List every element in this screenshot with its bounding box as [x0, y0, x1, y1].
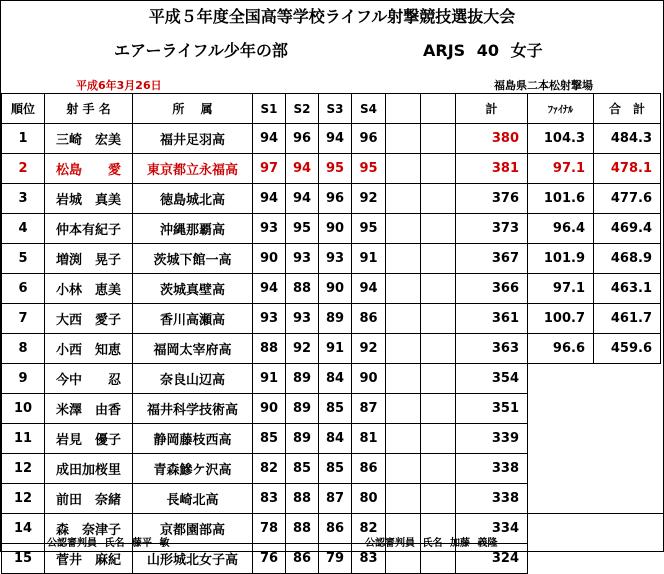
cell-final [528, 364, 594, 394]
cell-total: 338 [456, 454, 528, 484]
cell-name: 小林 恵美 [45, 274, 133, 304]
cell-s2: 94 [286, 154, 319, 184]
cell-empty-2 [421, 394, 456, 424]
cell-total: 334 [456, 514, 528, 544]
cell-name: 米澤 由香 [45, 394, 133, 424]
cell-s1: 90 [253, 394, 286, 424]
cell-final: 97.1 [528, 274, 594, 304]
cell-name: 増渕 晃子 [45, 244, 133, 274]
cell-s1: 88 [253, 334, 286, 364]
header-total: 計 [456, 94, 528, 124]
cell-s2: 88 [286, 274, 319, 304]
cell-school: 徳島城北高 [133, 184, 253, 214]
table-row [2, 304, 661, 334]
cell-s4: 96 [352, 124, 386, 154]
cell-empty-2 [421, 214, 456, 244]
cell-final [528, 514, 594, 544]
cell-s3: 91 [319, 334, 352, 364]
cell-grand-total [594, 364, 661, 394]
cell-rank: 6 [2, 274, 45, 304]
event-label: ARJS 40 女子 [423, 41, 543, 60]
cell-s4: 86 [352, 454, 386, 484]
cell-s4: 92 [352, 184, 386, 214]
cell-empty-2 [421, 454, 456, 484]
cell-name: 森 奈津子 [45, 514, 133, 544]
header-row [2, 94, 661, 124]
cell-grand-total: 484.3 [594, 124, 661, 154]
cell-final: 97.1 [528, 154, 594, 184]
cell-name: 三崎 宏美 [45, 124, 133, 154]
cell-total: 381 [456, 154, 528, 184]
cell-empty-2 [421, 424, 456, 454]
cell-s3: 85 [319, 454, 352, 484]
cell-school: 茨城真壁高 [133, 274, 253, 304]
cell-empty-1 [386, 124, 421, 154]
header-s3: S3 [319, 94, 352, 124]
footer-divider [0, 513, 664, 514]
cell-total: 339 [456, 424, 528, 454]
cell-name: 岩城 真美 [45, 184, 133, 214]
results-body [2, 124, 661, 574]
cell-grand-total: 461.7 [594, 304, 661, 334]
cell-s1: 93 [253, 304, 286, 334]
cell-name: 松島 愛 [45, 154, 133, 184]
event-date: 平成6年3月26日 [76, 79, 162, 92]
cell-grand-total [594, 544, 661, 574]
cell-s3: 86 [319, 514, 352, 544]
cell-rank: 15 [2, 544, 45, 574]
cell-final [528, 454, 594, 484]
cell-rank: 10 [2, 394, 45, 424]
cell-s4: 94 [352, 274, 386, 304]
cell-total: 366 [456, 274, 528, 304]
cell-s3: 87 [319, 484, 352, 514]
cell-name: 大西 愛子 [45, 304, 133, 334]
cell-school: 福井足羽高 [133, 124, 253, 154]
cell-total: 354 [456, 364, 528, 394]
cell-total: 367 [456, 244, 528, 274]
event-venue: 福島県二本松射撃場 [494, 79, 593, 92]
cell-s3: 79 [319, 544, 352, 574]
header-empty-1 [386, 94, 421, 124]
cell-grand-total [594, 514, 661, 544]
cell-empty-1 [386, 214, 421, 244]
cell-final [528, 424, 594, 454]
cell-s3: 90 [319, 214, 352, 244]
cell-s3: 84 [319, 364, 352, 394]
cell-grand-total [594, 394, 661, 424]
header-name: 射 手 名 [45, 94, 133, 124]
cell-s1: 91 [253, 364, 286, 394]
cell-s2: 94 [286, 184, 319, 214]
cell-empty-2 [421, 304, 456, 334]
cell-s4: 91 [352, 244, 386, 274]
document-title: 平成５年度全国高等学校ライフル射撃競技選抜大会 [148, 7, 516, 26]
cell-s2: 85 [286, 454, 319, 484]
table-row [2, 274, 661, 304]
cell-final: 96.4 [528, 214, 594, 244]
cell-empty-2 [421, 484, 456, 514]
cell-s4: 80 [352, 484, 386, 514]
cell-rank: 3 [2, 184, 45, 214]
table-row [2, 454, 661, 484]
cell-s1: 94 [253, 124, 286, 154]
cell-name: 小西 知恵 [45, 334, 133, 364]
results-table [1, 93, 661, 574]
cell-s2: 95 [286, 214, 319, 244]
cell-s3: 84 [319, 424, 352, 454]
cell-empty-2 [421, 154, 456, 184]
cell-rank: 12 [2, 454, 45, 484]
table-row [2, 484, 661, 514]
table-row [2, 184, 661, 214]
cell-rank: 11 [2, 424, 45, 454]
cell-s2: 86 [286, 544, 319, 574]
division-title: エアーライフル少年の部 [114, 41, 288, 60]
cell-s4: 82 [352, 514, 386, 544]
cell-school: 静岡藤枝西高 [133, 424, 253, 454]
cell-total: 351 [456, 394, 528, 424]
table-row [2, 124, 661, 154]
table-row [2, 364, 661, 394]
cell-s4: 83 [352, 544, 386, 574]
cell-school: 青森鰺ケ沢高 [133, 454, 253, 484]
cell-name: 仲本有紀子 [45, 214, 133, 244]
cell-s3: 94 [319, 124, 352, 154]
cell-s2: 88 [286, 514, 319, 544]
cell-s1: 85 [253, 424, 286, 454]
cell-name: 菅井 麻紀 [45, 544, 133, 574]
cell-s3: 95 [319, 154, 352, 184]
cell-final: 100.7 [528, 304, 594, 334]
cell-rank: 4 [2, 214, 45, 244]
cell-s1: 83 [253, 484, 286, 514]
cell-final: 104.3 [528, 124, 594, 154]
cell-school: 福井科学技術高 [133, 394, 253, 424]
cell-rank: 14 [2, 514, 45, 544]
cell-s4: 95 [352, 154, 386, 184]
cell-s4: 92 [352, 334, 386, 364]
cell-school: 福岡太宰府高 [133, 334, 253, 364]
cell-empty-2 [421, 334, 456, 364]
cell-s1: 93 [253, 214, 286, 244]
cell-total: 380 [456, 124, 528, 154]
cell-grand-total [594, 454, 661, 484]
header-s4: S4 [352, 94, 386, 124]
cell-school: 香川高瀬高 [133, 304, 253, 334]
cell-final [528, 394, 594, 424]
cell-empty-1 [386, 454, 421, 484]
cell-s2: 93 [286, 244, 319, 274]
cell-grand-total [594, 424, 661, 454]
cell-total: 376 [456, 184, 528, 214]
cell-empty-1 [386, 184, 421, 214]
cell-total: 363 [456, 334, 528, 364]
cell-rank: 8 [2, 334, 45, 364]
cell-empty-1 [386, 484, 421, 514]
cell-grand-total: 478.1 [594, 154, 661, 184]
cell-s4: 95 [352, 214, 386, 244]
cell-s1: 97 [253, 154, 286, 184]
cell-s2: 96 [286, 124, 319, 154]
cell-s2: 92 [286, 334, 319, 364]
cell-name: 前田 奈緒 [45, 484, 133, 514]
judge-signature-right: 公認審判員 氏名 加藤 義隆 [365, 538, 498, 549]
cell-empty-2 [421, 274, 456, 304]
cell-final: 101.9 [528, 244, 594, 274]
header-school: 所 属 [133, 94, 253, 124]
cell-rank: 12 [2, 484, 45, 514]
cell-school: 山形城北女子高 [133, 544, 253, 574]
cell-school: 長崎北高 [133, 484, 253, 514]
cell-empty-1 [386, 394, 421, 424]
cell-grand-total: 468.9 [594, 244, 661, 274]
cell-s1: 76 [253, 544, 286, 574]
table-row [2, 244, 661, 274]
cell-final: 96.6 [528, 334, 594, 364]
cell-empty-2 [421, 184, 456, 214]
cell-final [528, 544, 594, 574]
table-row [2, 334, 661, 364]
cell-school: 茨城下館一高 [133, 244, 253, 274]
cell-empty-2 [421, 124, 456, 154]
cell-empty-1 [386, 274, 421, 304]
cell-s2: 88 [286, 484, 319, 514]
cell-empty-1 [386, 424, 421, 454]
table-row [2, 394, 661, 424]
header-s1: S1 [253, 94, 286, 124]
cell-s2: 89 [286, 424, 319, 454]
cell-s4: 90 [352, 364, 386, 394]
cell-s4: 86 [352, 304, 386, 334]
cell-empty-1 [386, 334, 421, 364]
cell-school: 奈良山辺高 [133, 364, 253, 394]
cell-empty-1 [386, 364, 421, 394]
cell-s4: 87 [352, 394, 386, 424]
cell-school: 京都園部高 [133, 514, 253, 544]
cell-empty-1 [386, 244, 421, 274]
cell-rank: 9 [2, 364, 45, 394]
cell-school: 沖縄那覇高 [133, 214, 253, 244]
cell-grand-total [594, 484, 661, 514]
cell-grand-total: 469.4 [594, 214, 661, 244]
cell-s1: 78 [253, 514, 286, 544]
cell-s4: 81 [352, 424, 386, 454]
cell-empty-1 [386, 154, 421, 184]
cell-empty-2 [421, 364, 456, 394]
header-grand-total: 合 計 [594, 94, 661, 124]
judge-signature-left: 公認審判員 氏名 藤平 敏 [47, 538, 170, 549]
header-rank: 順位 [2, 94, 45, 124]
table-row [2, 424, 661, 454]
cell-grand-total: 477.6 [594, 184, 661, 214]
table-row [2, 154, 661, 184]
cell-empty-2 [421, 244, 456, 274]
cell-s1: 82 [253, 454, 286, 484]
header-s2: S2 [286, 94, 319, 124]
cell-s1: 94 [253, 274, 286, 304]
cell-name: 岩見 優子 [45, 424, 133, 454]
cell-s3: 96 [319, 184, 352, 214]
cell-s3: 89 [319, 304, 352, 334]
cell-s2: 89 [286, 394, 319, 424]
cell-s3: 93 [319, 244, 352, 274]
cell-final [528, 484, 594, 514]
cell-total: 373 [456, 214, 528, 244]
cell-s2: 89 [286, 364, 319, 394]
cell-empty-1 [386, 304, 421, 334]
header-final: ﾌｧｲﾅﾙ [528, 94, 594, 124]
cell-name: 成田加桜里 [45, 454, 133, 484]
table-row [2, 214, 661, 244]
cell-s2: 93 [286, 304, 319, 334]
cell-rank: 1 [2, 124, 45, 154]
cell-rank: 7 [2, 304, 45, 334]
cell-grand-total: 463.1 [594, 274, 661, 304]
cell-s1: 90 [253, 244, 286, 274]
cell-school: 東京都立永福高 [133, 154, 253, 184]
cell-name: 今中 忍 [45, 364, 133, 394]
cell-s3: 85 [319, 394, 352, 424]
cell-total: 338 [456, 484, 528, 514]
cell-rank: 5 [2, 244, 45, 274]
cell-total: 324 [456, 544, 528, 574]
cell-total: 361 [456, 304, 528, 334]
header-empty-2 [421, 94, 456, 124]
cell-grand-total: 459.6 [594, 334, 661, 364]
cell-rank: 2 [2, 154, 45, 184]
cell-final: 101.6 [528, 184, 594, 214]
cell-s1: 94 [253, 184, 286, 214]
cell-s3: 90 [319, 274, 352, 304]
